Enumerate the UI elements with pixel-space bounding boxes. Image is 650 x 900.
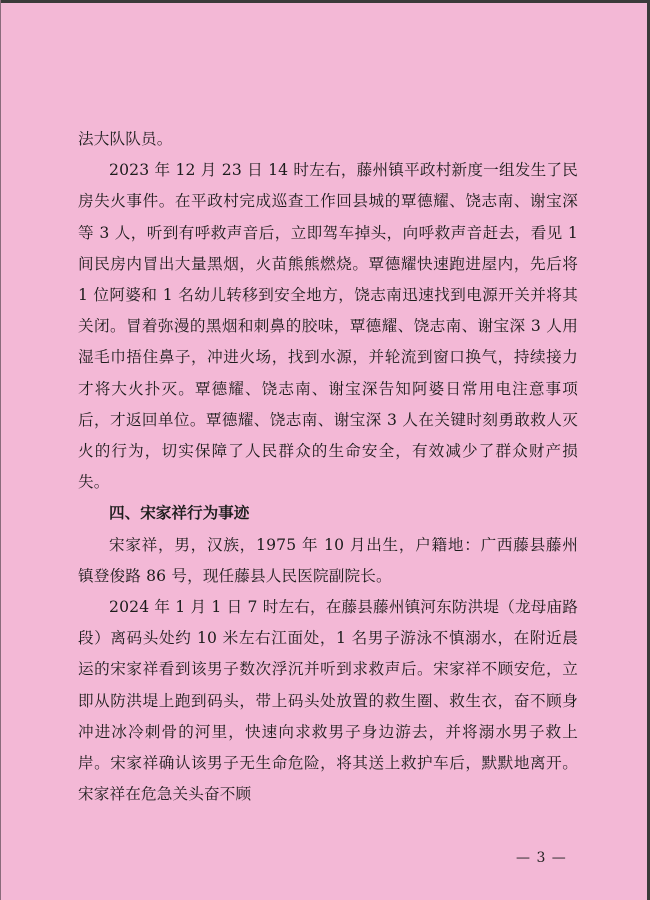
page-number: — 3 — — [516, 850, 567, 866]
paragraph-continuation: 法大队队员。 — [78, 130, 173, 148]
paragraph-water-rescue: 2024 年 1 月 1 日 7 时左右，在藤县藤州镇河东防洪堤（龙母庙路段）离码头处约 10 米左右江面处，1 名男子游泳不慎溺水，在附近晨运的宋家祥看到该男子数次浮沉并听到求救声后。宋家祥不顾安危，立即从防洪堤上跑到码头，带上码头处放置的救生圈、救生衣，奋不顾身冲进冰冷刺骨的河里，快速向求救男子身边游去，并将溺水男子救上岸。宋家祥确认该男子无生命危险，将其送上救护车后，默默地离开。宋家祥在危急关头奋不顾 — [78, 598, 578, 804]
document-body — [78, 124, 578, 810]
scan-border-top — [0, 0, 650, 3]
paragraph-fire-rescue: 2023 年 12 月 23 日 14 时左右，藤州镇平政村新度一组发生了民房失火事件。在平政村完成巡查工作回县城的覃德耀、饶志南、谢宝深等 3 人，听到有呼救声音后，立即驾车掉头，向呼救声音赶去，看见 1 间民房内冒出大量黑烟，火苗熊熊燃烧。覃德耀快速跑进屋内，先后将 1 位阿婆和 1 名幼儿转移到安全地方，饶志南迅速找到电源开关并将其关闭。冒着弥漫的黑烟和刺鼻的胶味，覃德耀、饶志南、谢宝深 3 人用湿毛巾捂住鼻子，冲进火场，找到水源，并轮流到窗口换气，持续接力才将大火扑灭。覃德耀、饶志南、谢宝深告知阿婆日常用电注意事项后，才返回单位。覃德耀、饶志南、谢宝深 3 人在关键时刻勇敢救人灭火的行为，切实保障了人民群众的生命安全，有效减少了群众财产损失。 — [78, 161, 578, 492]
scan-border-left — [0, 0, 1, 900]
section-heading: 四、宋家祥行为事迹 — [109, 504, 250, 523]
paragraph-profile: 宋家祥，男，汉族，1975 年 10 月出生，户籍地：广西藤县藤州镇登俊路 86 号，现任藤县人民医院副院长。 — [78, 535, 578, 585]
